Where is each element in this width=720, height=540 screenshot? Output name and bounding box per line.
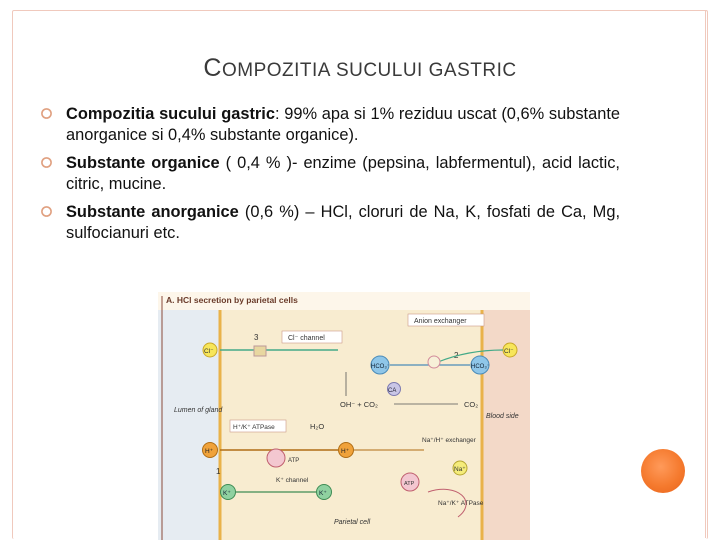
hco3-label-blood: HCO₃⁻ bbox=[471, 364, 490, 370]
nah-exchanger-label: Na⁺/H⁺ exchanger bbox=[422, 437, 476, 444]
step-number-2: 2 bbox=[454, 351, 459, 360]
bullet-item bbox=[40, 104, 620, 146]
bullet-text: : 99% apa si 1% reziduu uscat (0,6% substante anorganice si 0,4% substante organice). bbox=[66, 105, 620, 144]
bullet-ring-icon bbox=[40, 107, 53, 120]
h-label-lumen: H⁺ bbox=[205, 448, 214, 455]
title-initial: C bbox=[203, 54, 222, 82]
k-channel-label: K⁺ channel bbox=[276, 477, 309, 484]
parietal-cell-label: Parietal cell bbox=[334, 519, 371, 526]
step-number-1: 1 bbox=[216, 467, 221, 476]
diagram-heading: A. HCl secretion by parietal cells bbox=[166, 295, 298, 305]
k-label-cell: K⁺ bbox=[319, 490, 327, 497]
decorative-orange-circle bbox=[641, 449, 685, 493]
ca-label: CA bbox=[388, 388, 397, 394]
hco3-label-cell: HCO₃⁻ bbox=[371, 364, 390, 370]
slide-title bbox=[0, 54, 720, 83]
lumen-label: Lumen of gland bbox=[174, 407, 223, 414]
bullet-ring-icon bbox=[40, 205, 53, 218]
nak-atpase-label: Na⁺/K⁺ ATPase bbox=[438, 500, 484, 507]
h-label-cell: H⁺ bbox=[341, 448, 350, 455]
atp-label-nak: ATP bbox=[404, 481, 415, 487]
cl-channel-label: Cl⁻ channel bbox=[288, 335, 325, 342]
hcl-secretion-diagram bbox=[158, 292, 530, 540]
bullet-text: (0,6 %) – HCl, cloruri de Na, K, fosfati de Ca, Mg, sulfocianuri etc. bbox=[66, 203, 621, 242]
k-label-lumen: K⁺ bbox=[223, 490, 231, 497]
title-rest: SUCULUI GASTRIC bbox=[335, 60, 517, 81]
slide-right-rule bbox=[705, 10, 706, 538]
atp-label-hk: ATP bbox=[288, 458, 300, 464]
title-word1: OMPOZITIA bbox=[221, 60, 331, 81]
co2-blood-label: CO₂ bbox=[464, 400, 479, 409]
bullet-list bbox=[40, 104, 620, 251]
bullet-item bbox=[40, 202, 620, 244]
bullet-bold: Compozitia sucului gastric bbox=[66, 105, 275, 123]
step-number-3: 3 bbox=[254, 333, 259, 342]
bullet-bold: Substante anorganice bbox=[66, 203, 239, 221]
bullet-ring-icon bbox=[40, 156, 53, 169]
anion-exchanger-label: Anion exchanger bbox=[414, 318, 467, 325]
reaction-label: OH⁻ + CO₂ bbox=[340, 400, 378, 409]
bullet-bold: Substante organice bbox=[66, 154, 220, 172]
cl-label-blood: Cl⁻ bbox=[504, 348, 514, 355]
cl-label-lumen: Cl⁻ bbox=[204, 348, 214, 355]
hk-atpase-label: H⁺/K⁺ ATPase bbox=[233, 424, 275, 431]
bullet-text: ( 0,4 % )- enzime (pepsina, labfermentul), acid lactic, citric, mucine. bbox=[66, 154, 620, 193]
h2o-label: H₂O bbox=[310, 422, 325, 431]
na-label: Na⁺ bbox=[454, 466, 466, 473]
blood-side-label: Blood side bbox=[486, 413, 519, 420]
bullet-item bbox=[40, 153, 620, 195]
